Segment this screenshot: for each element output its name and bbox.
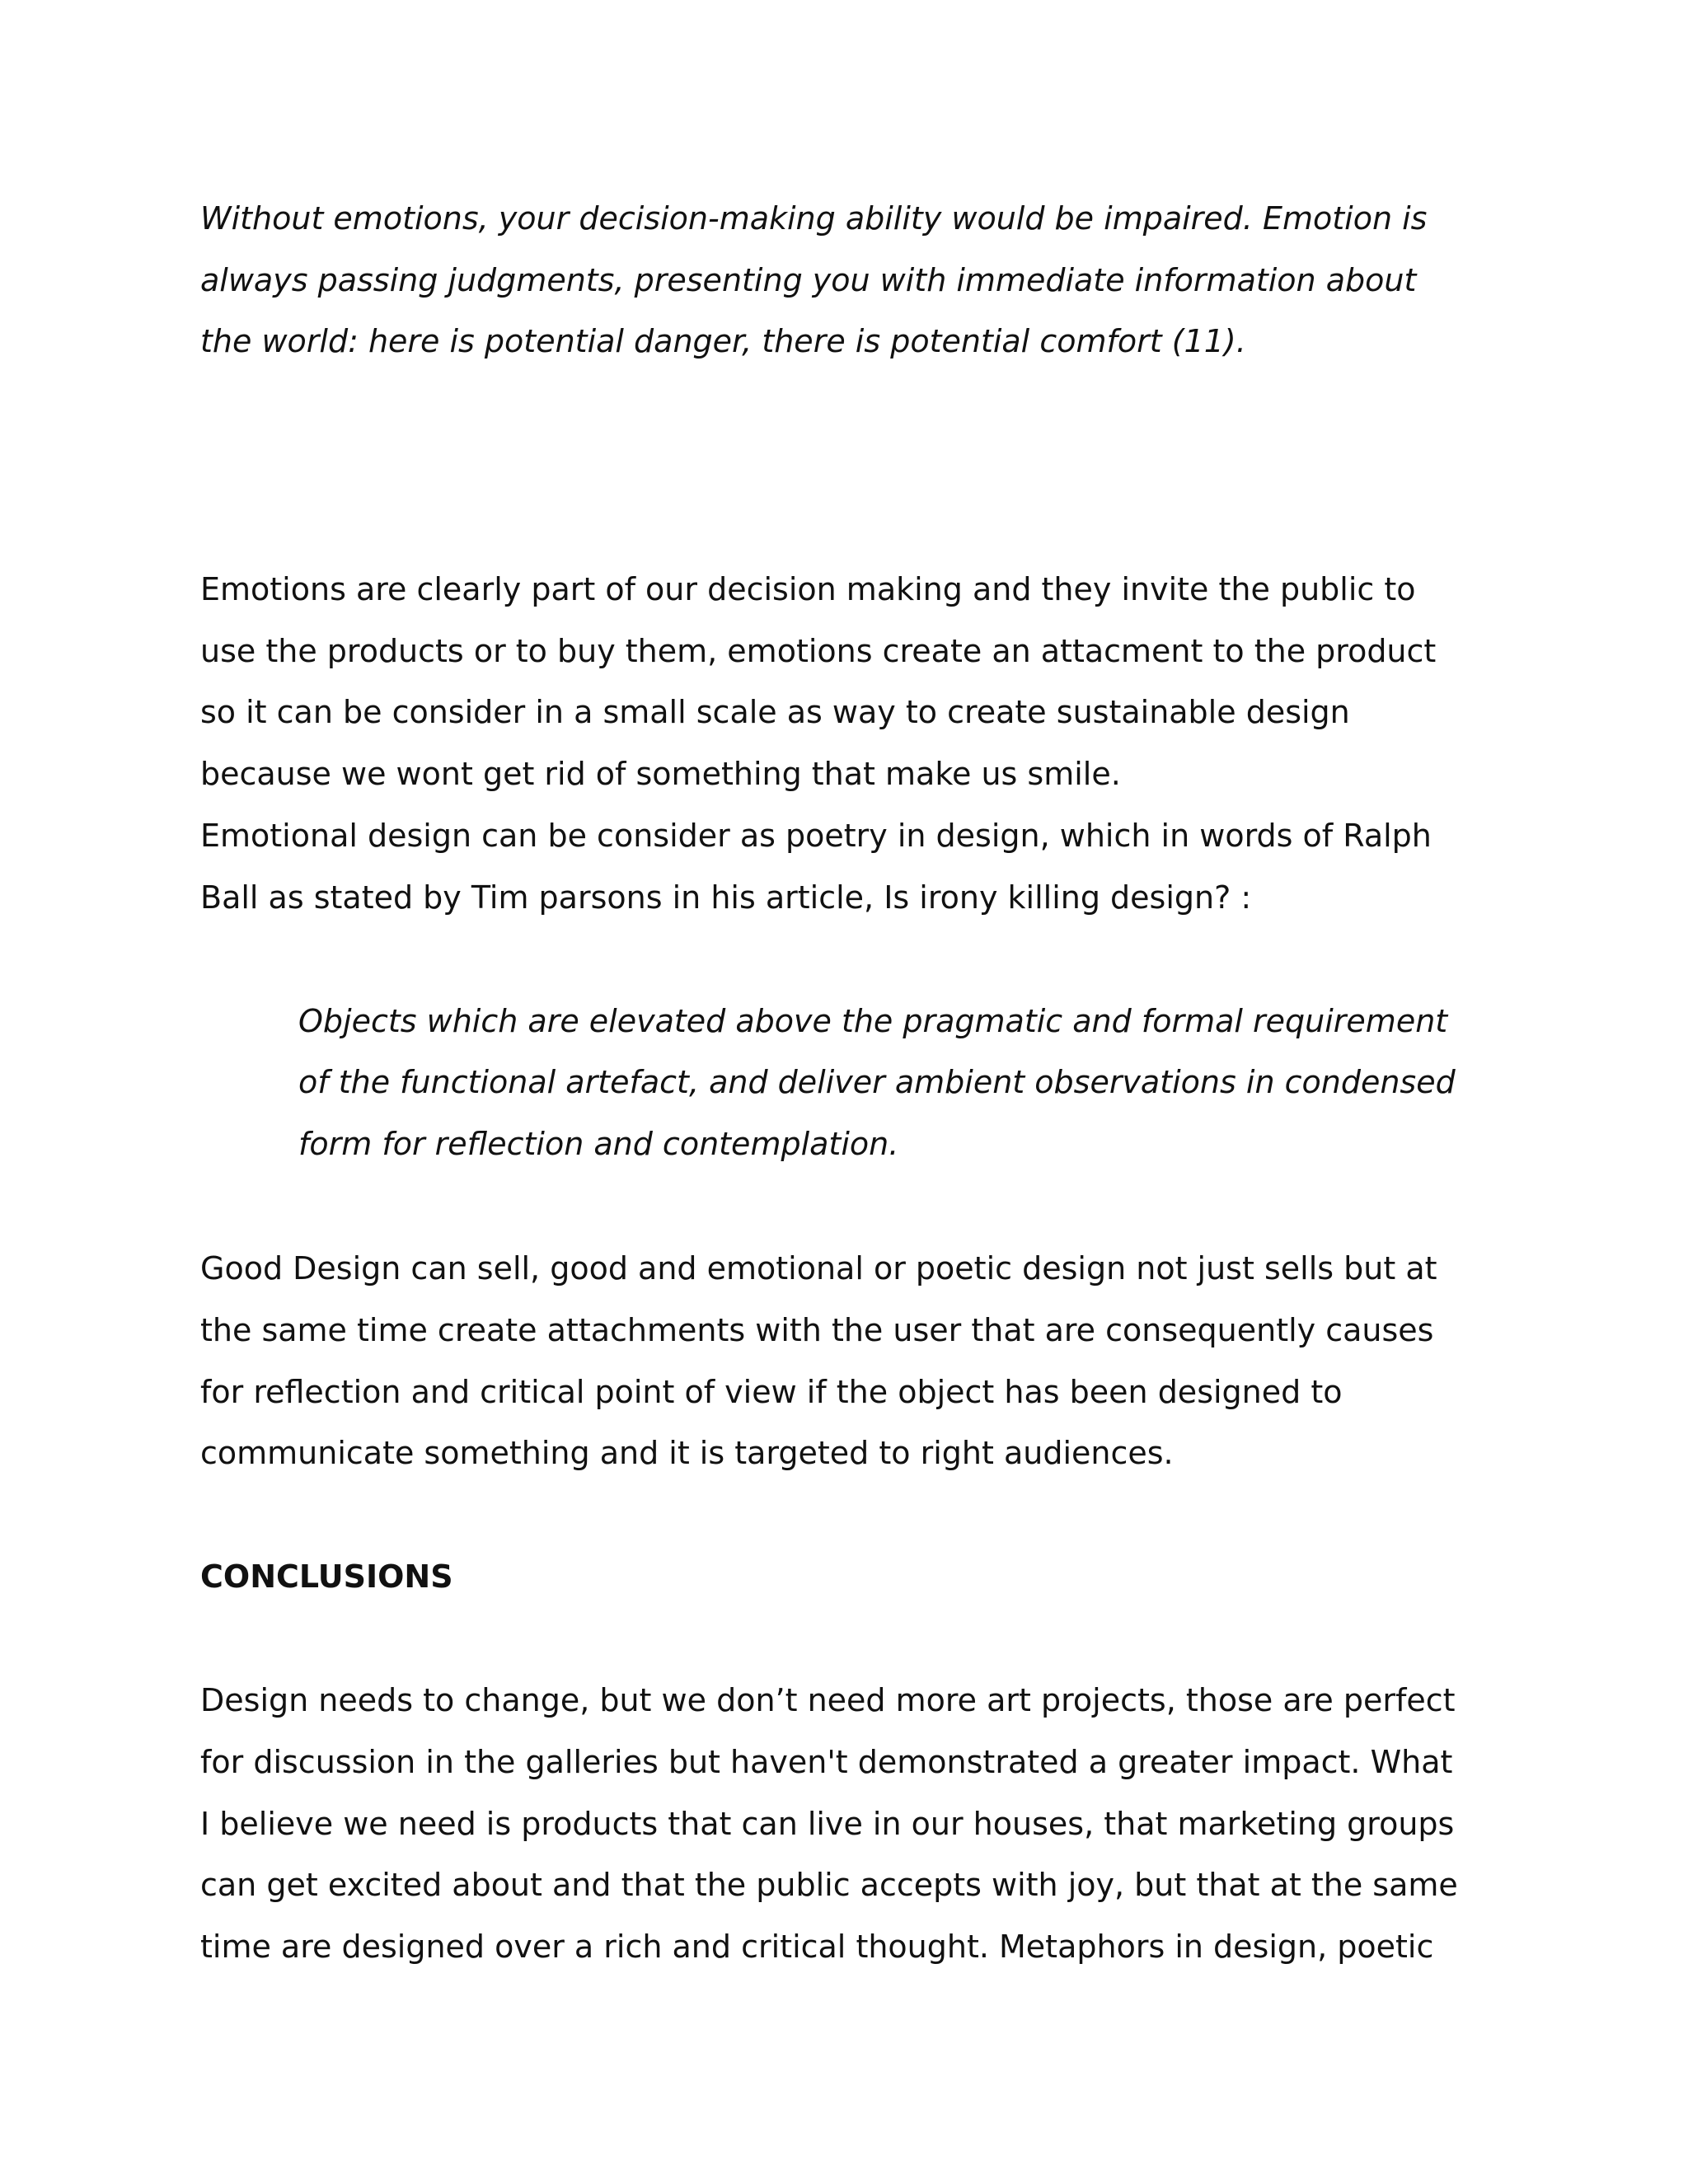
paragraph-line: Good Design can sell, good and emotional or poetic design not just sells but at [200,1250,1437,1286]
paragraph-line: Emotions are clearly part of our decision making and they invite the public to [200,571,1416,607]
paragraph-line: the same time create attachments with the user that are consequently causes [200,1312,1434,1348]
paragraph-line: for discussion in the galleries but haven't demonstrated a greater impact. What [200,1744,1453,1780]
section-heading: CONCLUSIONS [200,1558,453,1595]
paragraph-line: communicate something and it is targeted to right audiences. [200,1435,1174,1471]
quote-line: Without emotions, your decision-making ability would be impaired. Emotion is [200,200,1428,237]
paragraph-line: can get excited about and that the public accepts with joy, but that at the same [200,1867,1458,1903]
paragraph-line: Ball as stated by Tim parsons in his article, Is irony killing design? : [200,879,1252,916]
paragraph-line: I believe we need is products that can live in our houses, that marketing groups [200,1806,1455,1842]
paragraph-line: so it can be consider in a small scale as way to create sustainable design [200,694,1350,730]
paragraph-line: use the products or to buy them, emotions create an attacment to the product [200,633,1437,669]
paragraph-line: Design needs to change, but we don’t need more art projects, those are perfect [200,1682,1456,1718]
quote-line: Objects which are elevated above the pragmatic and formal requirement [298,1003,1448,1039]
quote-line: always passing judgments, presenting you with immediate information about [200,262,1417,298]
paragraph-line: because we wont get rid of something that make us smile. [200,756,1121,792]
paragraph-line: for reflection and critical point of view if the object has been designed to [200,1374,1343,1410]
quote-line: the world: here is potential danger, there is potential comfort (11). [200,323,1246,359]
quote-line: of the functional artefact, and deliver ambient observations in condensed [298,1064,1456,1100]
quote-line: form for reflection and contemplation. [298,1126,899,1162]
paragraph-line: Emotional design can be consider as poetry in design, which in words of Ralph [200,818,1432,854]
paragraph-line: time are designed over a rich and critical thought. Metaphors in design, poetic [200,1929,1434,1965]
